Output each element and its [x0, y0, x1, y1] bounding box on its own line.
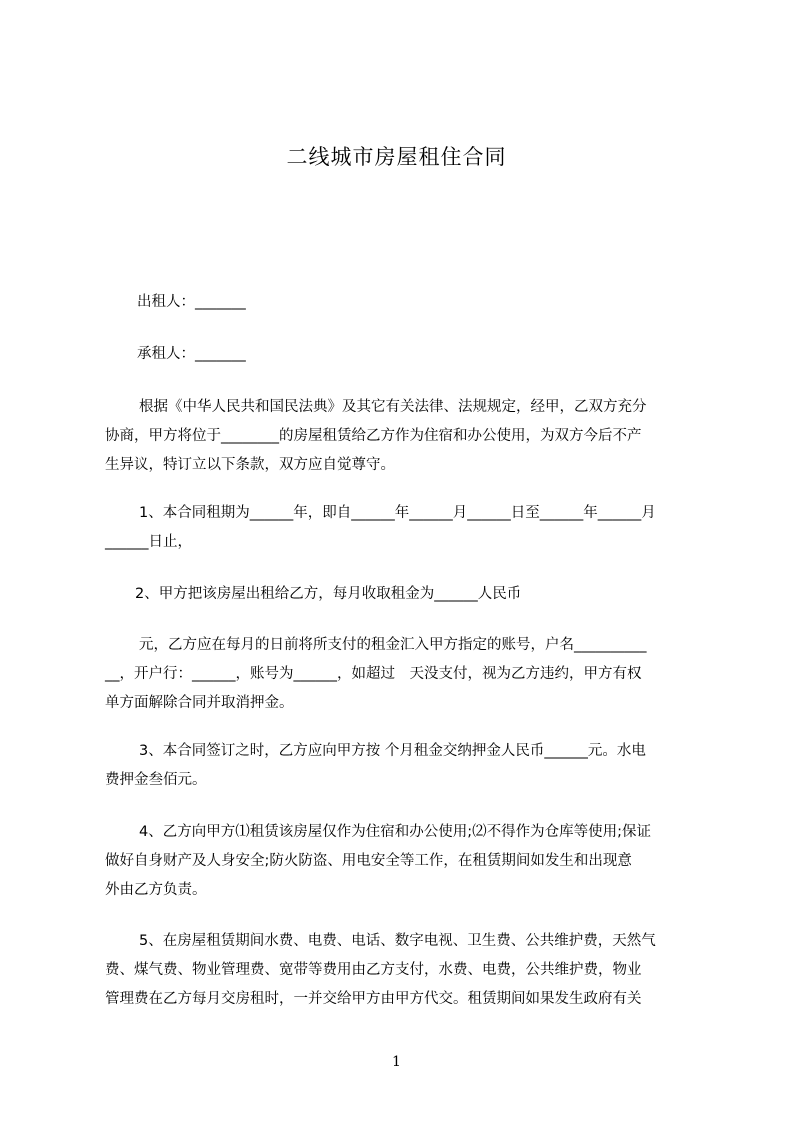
clause-2-line-1: 2、甲方把该房屋出租给乙方，每月收取租金为______人民币: [135, 586, 522, 602]
lessee-text: 承租人：_______: [137, 346, 246, 362]
clause-3-paragraph: [105, 737, 713, 795]
clause-4-paragraph: [105, 818, 713, 905]
intro-line-2: 协商，甲方将位于________的房屋租赁给乙方作为住宿和办公使用，为双方今后不产: [105, 428, 642, 444]
clause-2b-line-1: 元，乙方应在每月的日前将所支付的租金汇入甲方指定的账号，户名__________: [139, 637, 647, 653]
clause-2b-line-3: 单方面解除合同并取消押金。: [105, 695, 294, 711]
lessor-text: 出租人：_______: [137, 294, 246, 310]
lessee-line: [105, 340, 713, 369]
clause-4-line-1: 4、乙方向甲方⑴租赁该房屋仅作为住宿和办公使用;⑵不得作为仓库等使用;保证: [139, 824, 651, 840]
intro-line-1: 根据《中华人民共和国民法典》及其它有关法律、法规规定，经甲，乙双方充分: [139, 399, 647, 415]
clause-4-line-2: 做好自身财产及人身安全;防火防盗、用电安全等工作，在租赁期间如发生和出现意: [105, 853, 632, 869]
clause-2-paragraph: [105, 580, 713, 609]
clause-3-line-2: 费押金叁佰元。: [105, 772, 207, 788]
clause-2b-line-2: __，开户行：______，账号为______，如超过 天没支付，视为乙方违约，甲方有权: [105, 666, 642, 682]
clause-5-line-1: 5、在房屋租赁期间水费、电费、电话、数字电视、卫生费、公共维护费，天然气: [139, 933, 656, 949]
clause-5-paragraph: [105, 927, 713, 1014]
lessor-line: [105, 288, 713, 317]
clause-1-paragraph: [105, 499, 713, 557]
clause-1-line-2: ______日止，: [105, 534, 192, 550]
intro-line-3: 生异议，特订立以下条款，双方应自觉尊守。: [105, 457, 395, 473]
page-number: 1: [392, 1054, 401, 1070]
clause-2-continuation: [105, 631, 713, 718]
clause-5-line-2: 费、煤气费、物业管理费、宽带等费用由乙方支付，水费、电费，公共维护费，物业: [105, 962, 642, 978]
clause-5-line-3: 管理费在乙方每月交房租时，一并交给甲方由甲方代交。租赁期间如果发生政府有关: [105, 991, 642, 1007]
clause-3-line-1: 3、本合同签订之时，乙方应向甲方按 个月租金交纳押金人民币______元。水电: [139, 743, 646, 759]
clause-1-line-1: 1、本合同租期为______年，即自______年______月______日至______年______月: [139, 505, 656, 521]
clause-4-line-3: 外由乙方负责。: [105, 882, 207, 898]
intro-paragraph: [105, 393, 713, 480]
document-title: 二线城市房屋租住合同: [286, 145, 507, 169]
